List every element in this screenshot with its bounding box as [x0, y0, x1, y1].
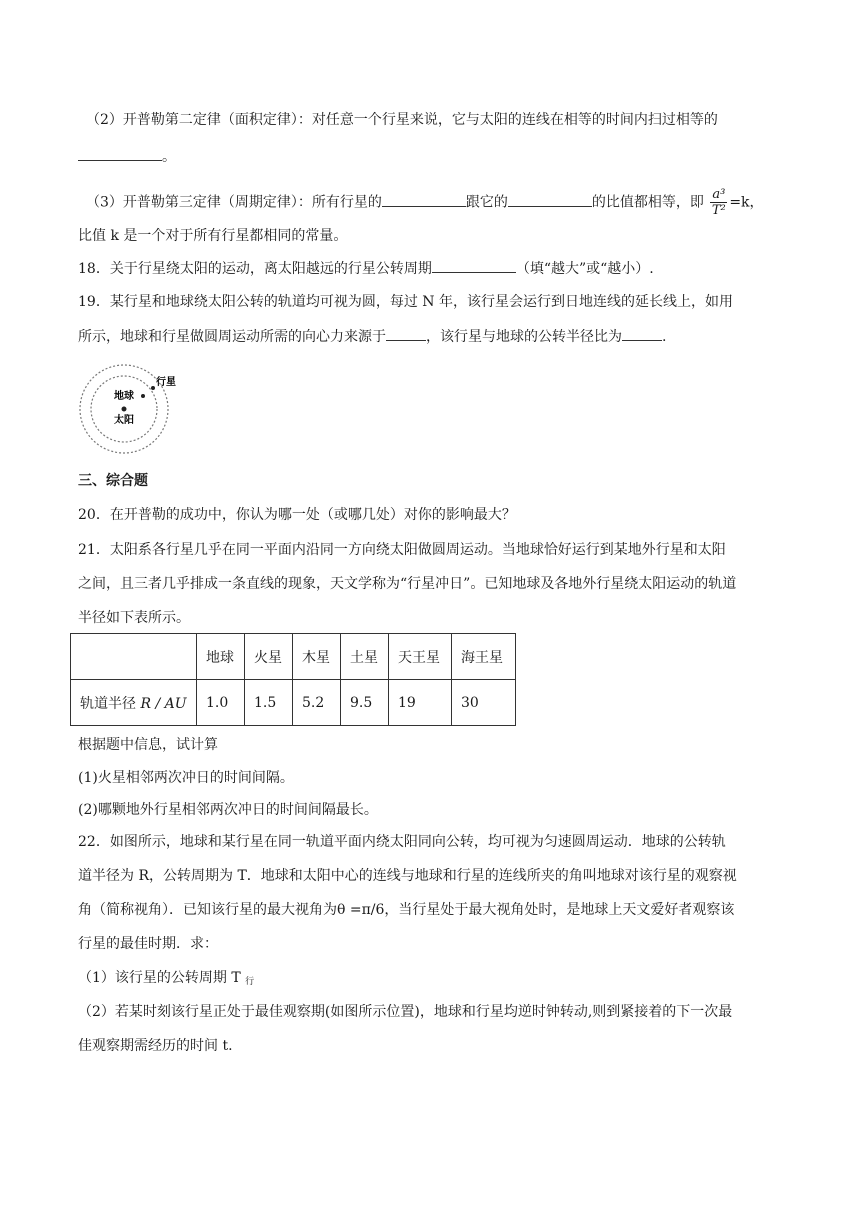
- table-header-cell: 土星: [341, 634, 389, 680]
- earth-dot: [141, 394, 145, 398]
- q18: 18．关于行星绕太阳的运动，离太阳越远的行星公转周期 （填“越大”或“越小）.: [78, 258, 654, 279]
- table-cell: 5.2: [293, 680, 341, 726]
- answer-blank[interactable]: [382, 192, 466, 207]
- q19-line2: 所示，地球和行星做圆周运动所需的向心力来源于 ，该行星与地球的公转半径比为 .: [78, 326, 666, 347]
- q22-sub1: （1）该行星的公转周期 T $_行$: [78, 970, 255, 987]
- answer-blank[interactable]: [622, 326, 662, 341]
- q22-line4: 行星的最佳时期．求：: [78, 936, 218, 952]
- table-header-cell: 海王星: [452, 634, 516, 680]
- q22-sub2-line2: 佳观察期需经历的时间 t.: [78, 1038, 233, 1054]
- table-header-row: [71, 634, 516, 680]
- q22-line2: 道半径为 R，公转周期为 T．地球和太阳中心的连线与地球和行星的连线所夹的角叫地球对该行星的观察视: [78, 868, 737, 884]
- q17-part2-line1: （2）开普勒第二定律（面积定律）：对任意一个行星来说，它与太阳的连线在相等的时间内扫过相等的: [86, 112, 718, 128]
- q21-sub1: (1)火星相邻两次冲日的时间间隔。: [78, 770, 294, 786]
- section-title: 三、综合题: [78, 473, 148, 489]
- q21-line3: 半径如下表所示。: [78, 610, 190, 626]
- table-cell: 1.5: [245, 680, 293, 726]
- q22-line3: 角（简称视角）．已知该行星的最大视角为θ =π/6，当行星处于最大视角处时，是地球上天文爱好者观察该: [78, 902, 735, 918]
- planet-label: 行星: [156, 377, 176, 388]
- q21-sub2: (2)哪颗地外行星相邻两次冲日的时间间隔最长。: [78, 802, 378, 818]
- table-header-cell: 地球: [197, 634, 245, 680]
- table-header-cell: 天王星: [389, 634, 452, 680]
- q17-part3-line2: 比值 k 是一个对于所有行星都相同的常量。: [78, 228, 348, 244]
- earth-label: 地球: [114, 391, 134, 402]
- q20: 20．在开普勒的成功中，你认为哪一处（或哪几处）对你的影响最大？: [78, 507, 516, 523]
- q21-line2: 之间，且三者几乎排成一条直线的现象，天文学称为“行星冲日”。已知地球及各地外行星绕太阳运动的轨道: [78, 576, 737, 592]
- table-cell: 30: [452, 680, 516, 726]
- answer-blank[interactable]: [386, 326, 426, 341]
- table-header-cell: [71, 634, 197, 680]
- q21-after-table: 根据题中信息，试计算: [78, 737, 218, 753]
- orbit-radius-table: [70, 633, 516, 726]
- q21-line1: 21．太阳系各行星几乎在同一平面内沿同一方向绕太阳做圆周运动。当地球恰好运行到某地外行星和太阳: [78, 542, 726, 558]
- table-row-label: 轨道半径 R / AU: [71, 680, 197, 726]
- q22-line1: 22．如图所示，地球和某行星在同一轨道平面内绕太阳同向公转，均可视为匀速圆周运动．地球的公转轨: [78, 834, 726, 850]
- sun-dot: [122, 407, 127, 412]
- q22-sub2-line1: （2）若某时刻该行星正处于最佳观察期(如图所示位置)，地球和行星均逆时钟转动,则到紧接着的下一次最: [78, 1004, 733, 1020]
- answer-blank[interactable]: [432, 258, 516, 273]
- answer-blank[interactable]: [508, 192, 592, 207]
- q17-part3-line1: （3）开普勒第三定律（周期定律）：所有行星的 跟它的 的比值都相等，即 $\frac{\text{a³}}{\text{T²}}$ =k，: [86, 187, 764, 218]
- q17-part2-line2: 。: [78, 146, 176, 167]
- orbit-diagram: [78, 363, 188, 455]
- table-cell: 19: [389, 680, 452, 726]
- table-row: [71, 680, 516, 726]
- answer-blank[interactable]: [78, 146, 162, 161]
- planet-dot: [151, 386, 155, 390]
- sun-label: 太阳: [114, 415, 134, 426]
- kepler-third-law-formula: $\frac{\text{a³}}{\text{T²}}$: [711, 187, 726, 218]
- table-cell: 1.0: [197, 680, 245, 726]
- table-cell: 9.5: [341, 680, 389, 726]
- table-header-cell: 火星: [245, 634, 293, 680]
- table-header-cell: 木星: [293, 634, 341, 680]
- q19-line1: 19．某行星和地球绕太阳公转的轨道均可视为圆，每过 N 年，该行星会运行到日地连线的延长线上，如用: [78, 294, 733, 310]
